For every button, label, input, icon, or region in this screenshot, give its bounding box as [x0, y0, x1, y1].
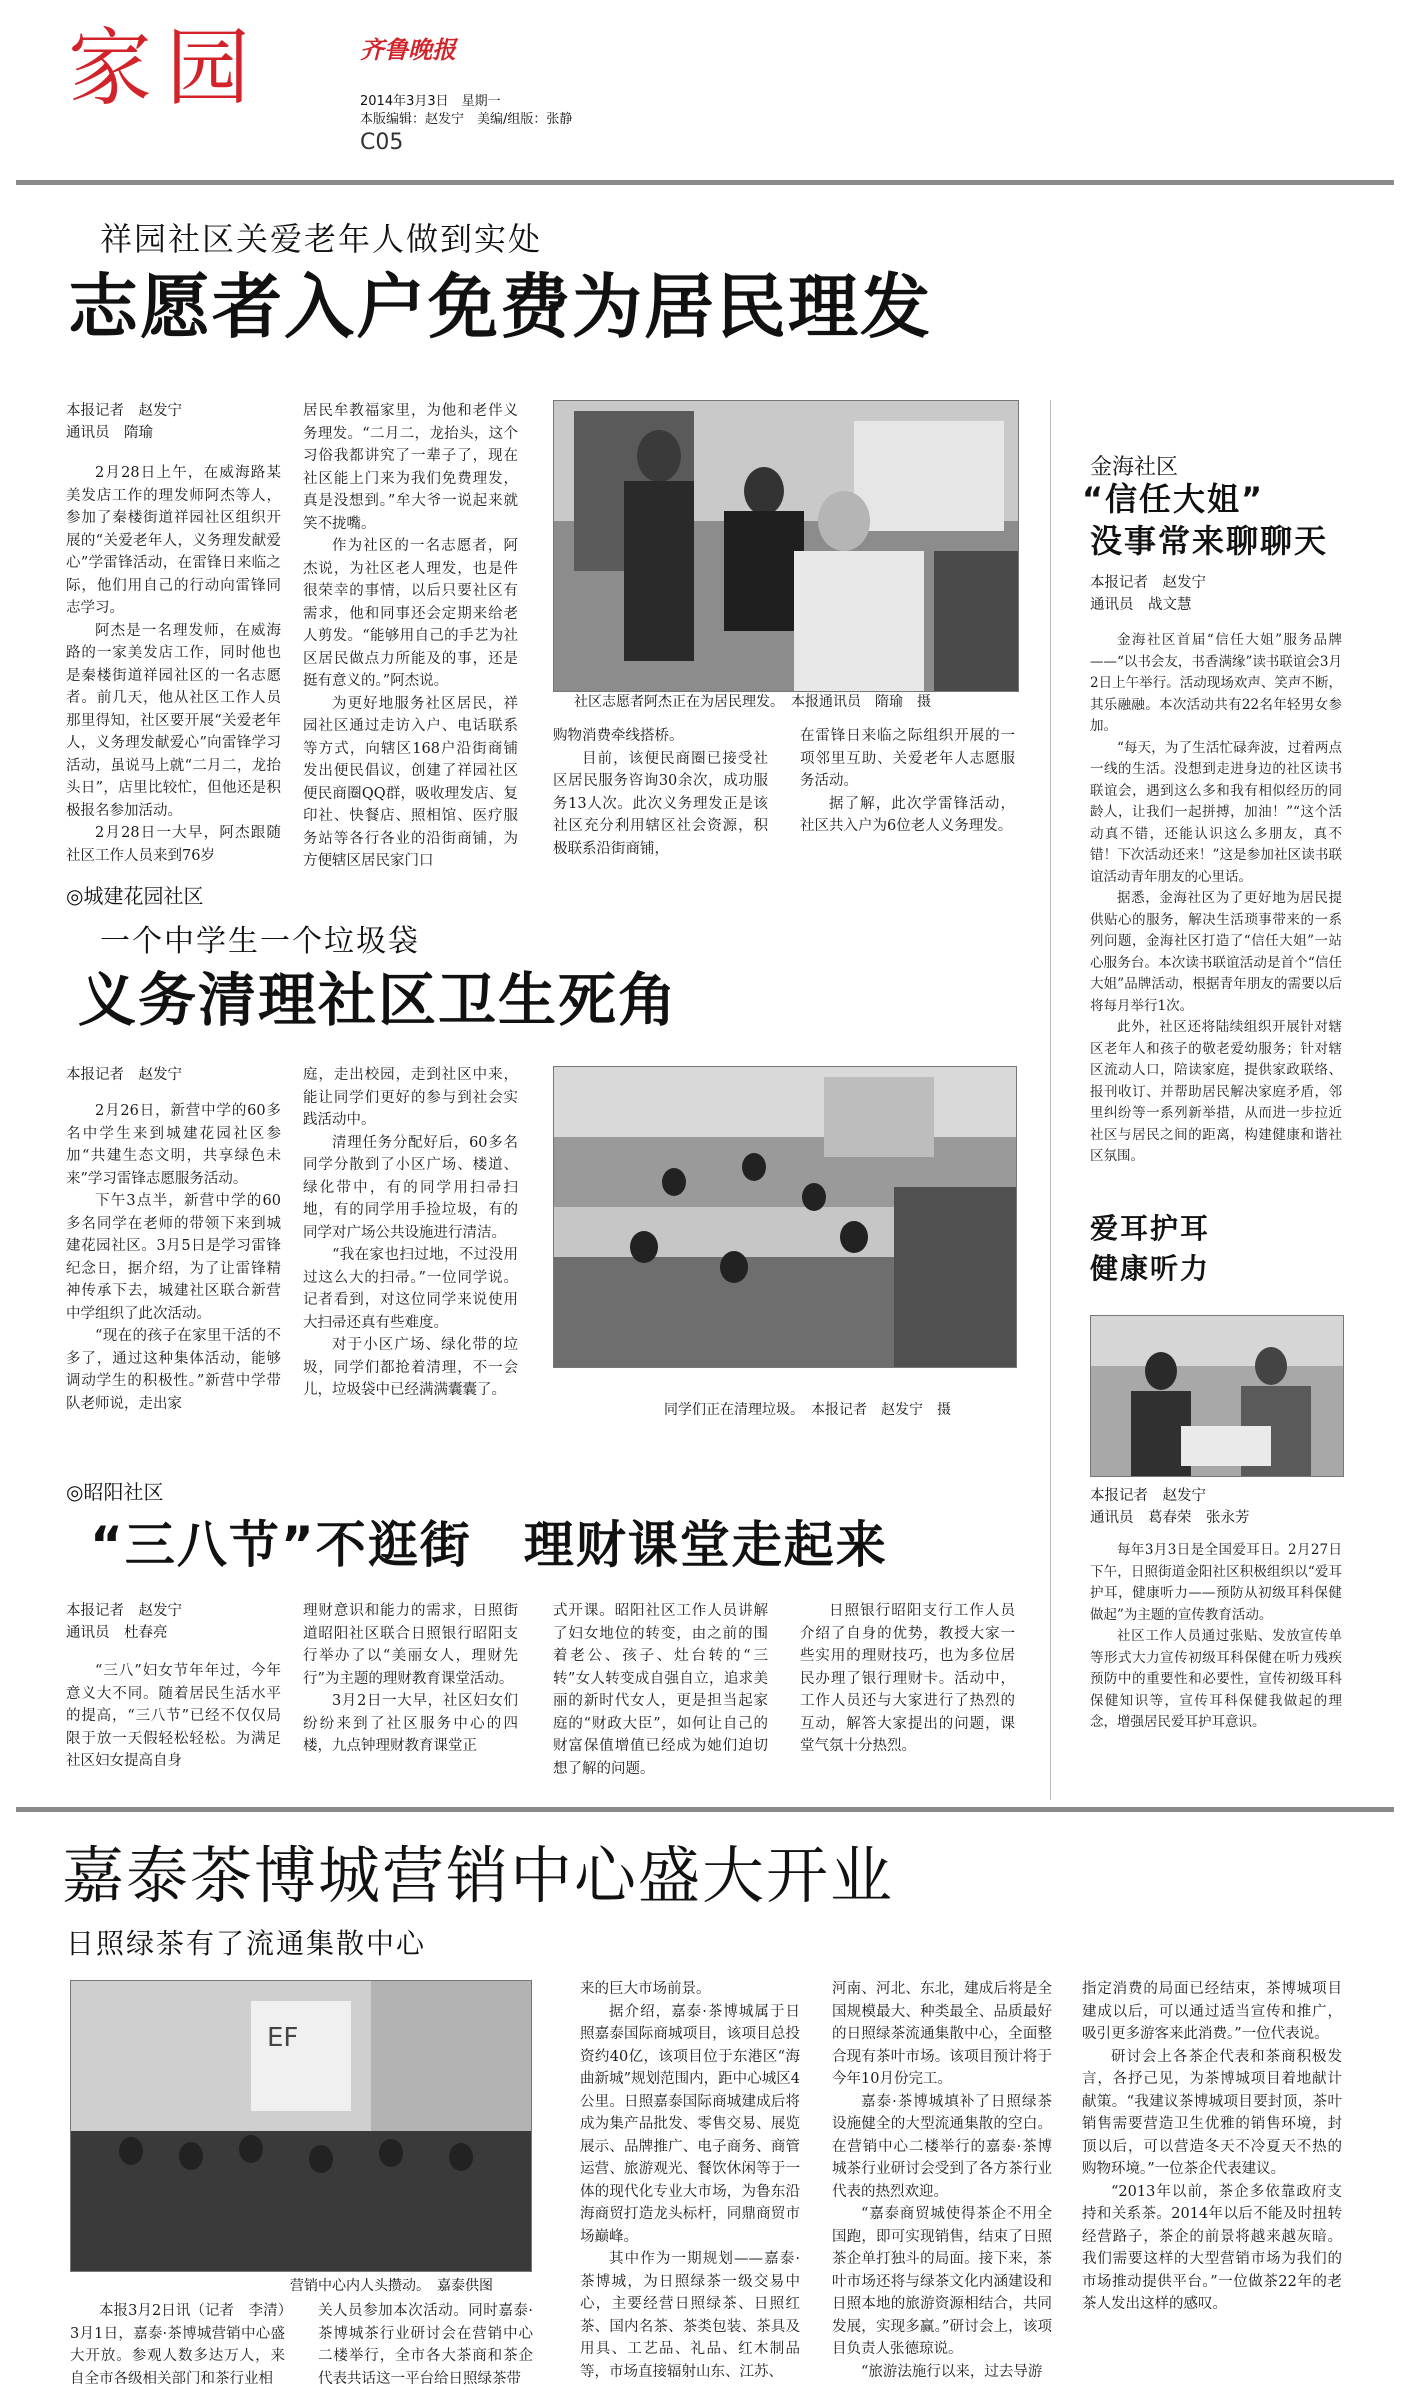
byline-reporter: 本报记者 赵发宁 [66, 1067, 182, 1083]
story2-photo [553, 1066, 1017, 1368]
story4-caption: 营销中心内人头攒动。 嘉泰供图 [290, 2278, 493, 2294]
paragraph: “三八”妇女节年年过，今年意义大不同。随着居民生活水平的提高，“三八节”已经不仅仅局限于放一天假轻松轻松。为满足社区妇女提高自身 [66, 1663, 281, 1769]
byline-correspondent: 通讯员 杜春亮 [66, 1625, 168, 1641]
story3-col4 [800, 1600, 1015, 1792]
story1-col3 [553, 725, 768, 860]
paragraph: 研讨会上各茶企代表和茶商积极发言，各抒己见，为茶博城项目着地献计献策。“我建议茶博城项目要封顶，茶叶销售需要营造卫生优雅的销售环境，封顶以后，可以营造冬天不冷夏天不热的购物环境。”一位茶企代表建议。 [1082, 2048, 1342, 2177]
byline-correspondent: 通讯员 战文慧 [1090, 597, 1192, 613]
story3-col1 [66, 1660, 281, 1792]
paragraph: 来的巨大市场前景。 [580, 1981, 711, 1997]
paragraph: “我在家也扫过地，不过没用过这么大的扫帚。”一位同学说。记者看到，对这位同学来说使用大扫帚还真有些难度。 [303, 1247, 518, 1331]
paragraph: 金海社区首届“信任大姐”服务品牌——“以书会友，书香满缘”读书联谊会3月2日上午举行。活动现场欢声、笑声不断，其乐融融。本次活动共有22名年轻男女参加。 [1090, 632, 1342, 734]
story1-photo [553, 400, 1019, 692]
editors-line: 本版编辑：赵发宁 美编/组版：张静 [360, 112, 573, 127]
story4-col2 [318, 2300, 533, 2387]
story3-headline: “三八节”不逛街 理财课堂走起来 [90, 1516, 888, 1574]
story4-headline: 嘉泰茶博城营销中心盛大开业 [62, 1839, 895, 1912]
story1-col4 [800, 725, 1015, 838]
paragraph: 其中作为一期规划——嘉泰·茶博城，为日照绿茶一级交易中心，主要经营日照绿茶、日照红茶、国内名茶、茶类包装、茶具及用具、工艺品、礼品、红木制品等，市场直接辐射山东、江苏、 [580, 2251, 800, 2380]
story3-col2 [303, 1600, 518, 1792]
story4-photo [70, 1980, 532, 2272]
sidebar2-photo [1090, 1315, 1344, 1477]
story1-col2 [303, 400, 518, 869]
story2-col2 [303, 1064, 518, 1438]
story2-headline: 义务清理社区卫生死角 [78, 966, 679, 1034]
story1-headline: 志愿者入户免费为居民理发 [68, 266, 932, 348]
sidebar1-tag: 金海社区 [1090, 455, 1179, 480]
byline-correspondent: 通讯员 葛春荣 张永芳 [1090, 1510, 1250, 1526]
paper-name: 齐鲁晚报 [360, 35, 456, 64]
paragraph: 本报3月2日讯（记者 李清）3月1日，嘉泰·茶博城营销中心盛大开放。参观人数多达万人，来自全市各级相关部门和茶行业相 [70, 2303, 285, 2387]
story4-col4 [832, 1978, 1052, 2380]
sales-center-scene-image [71, 1981, 531, 2271]
paragraph: 庭，走出校园，走到社区中来，能让同学们更好的参与到社会实践活动中。 [303, 1067, 518, 1128]
story1-caption: 社区志愿者阿杰正在为居民理发。 本报通讯员 隋瑜 摄 [574, 694, 931, 710]
story2-byline [66, 1064, 266, 1086]
paragraph: “2013年以前，茶企多依靠政府支持和关系茶。2014年以后不能及时扭转经营路子，茶企的前景将越来越灰暗。我们需要这样的大型营销市场为我们的市场推动提供平台。”一位做茶22年的老茶人发出这样的感叹。 [1082, 2183, 1342, 2312]
date-line: 2014年3月3日 星期一 [360, 94, 501, 109]
story4-col1 [70, 2300, 285, 2387]
story4-subhead: 日照绿茶有了流通集散中心 [66, 1927, 427, 1960]
paragraph: 此外，社区还将陆续组织开展针对辖区老年人和孩子的敬老爱幼服务；针对辖区流动人口，陪读家庭，提供家政联络、报刊收订、并帮助居民解决家庭矛盾，邻里纠纷等一系列新举措，从而进一步拉近社区与居民之间的距离，构建健康和谐社区氛围。 [1090, 1019, 1342, 1164]
paragraph: 作为社区的一名志愿者，阿杰说，为社区老人理发，也是件很荣幸的事情，以后只要社区有需求，他和同事还会定期来给老人剪发。“能够用自己的手艺为社区居民做点力所能及的事，还是挺有意义的。”阿杰说。 [303, 538, 518, 689]
story2-kicker: 一个中学生一个垃圾袋 [100, 924, 420, 959]
paragraph: 2月28日上午，在威海路某美发店工作的理发师阿杰等人，参加了秦楼街道祥园社区组织开展的“关爱老年人，义务理发献爱心”学雷锋活动，在雷锋日来临之际，他们用自己的行动向雷锋同志学习。 [66, 465, 281, 616]
story2-col1 [66, 1100, 281, 1440]
paragraph: 指定消费的局面已经结束，茶博城项目建成以后，可以通过适当宣传和推广，吸引更多游客来此消费。”一位代表说。 [1082, 1981, 1342, 2042]
cleanup-scene-image [554, 1067, 1016, 1367]
paragraph: “旅游法施行以来，过去导游 [861, 2363, 1043, 2380]
paragraph: 每年3月3日是全国爱耳日。2月27日下午，日照街道金阳社区积极组织以“爱耳护耳，健康听力——预防从初级耳科保健做起”为主题的宣传教育活动。 [1090, 1542, 1342, 1623]
paragraph: 河南、河北、东北，建成后将是全国规模最大、种类最全、品质最好的日照绿茶流通集散中心，全面整合现有茶叶市场。该项目预计将于今年10月份完工。 [832, 1981, 1052, 2087]
paragraph: 为更好地服务社区居民，祥园社区通过走访入户、电话联系等方式，向辖区168户沿街商铺发出便民倡议，创建了祥园社区便民商圈QQ群，吸收理发店、复印社、快餐店、照相馆、医疗服务站等各行各业的沿街商铺，为方便辖区居民家门口 [303, 695, 518, 869]
paragraph: 据悉，金海社区为了更好地为居民提供贴心的服务，解决生活琐事带来的一系列问题，金海社区打造了“信任大姐”一站心服务台。本次读书联谊活动是首个“信任大姐”品牌活动，根据青年朋友的需要以后将每月举行1次。 [1090, 890, 1342, 1014]
paragraph: 3月2日一大早，社区妇女们纷纷来到了社区服务中心的四楼，九点钟理财教育课堂正 [303, 1693, 518, 1754]
byline-reporter: 本报记者 赵发宁 [1090, 1488, 1206, 1504]
story1-col1 [66, 462, 281, 864]
sidebar-divider [1050, 400, 1051, 1800]
story2-caption: 同学们正在清理垃圾。 本报记者 赵发宁 摄 [664, 1402, 951, 1418]
sidebar2-body [1090, 1540, 1342, 1792]
paragraph: 清理任务分配好后，60多名同学分散到了小区广场、楼道、绿化带中，有的同学用扫帚扫地，有的同学用手捡垃圾，有的同学对广场公共设施进行清洁。 [303, 1134, 518, 1241]
barber-scene-image [554, 401, 1018, 691]
byline-correspondent: 通讯员 隋瑜 [66, 425, 153, 441]
paragraph: 2月28日一大早，阿杰跟随社区工作人员来到76岁 [66, 825, 281, 864]
paragraph: 嘉泰·茶博城填补了日照绿茶设施健全的大型流通集散的空白。在营销中心二楼举行的嘉泰·茶博城茶行业研讨会受到了各方茶行业代表的热烈欢迎。 [832, 2093, 1052, 2200]
paragraph: 在雷锋日来临之际组织开展的一项邻里互助、关爱老年人志愿服务活动。 [800, 728, 1015, 789]
byline-reporter: 本报记者 赵发宁 [66, 403, 182, 419]
sidebar1-headline-line1: “信任大姐” [1082, 480, 1265, 518]
story1-kicker: 祥园社区关爱老年人做到实处 [100, 220, 543, 258]
story3-tag: ◎昭阳社区 [66, 1480, 164, 1504]
sidebar2-headline-line1: 爱耳护耳 [1090, 1212, 1211, 1245]
story3-byline [66, 1600, 266, 1644]
masthead-rule [16, 180, 1394, 185]
paragraph: 社区工作人员通过张贴、发放宣传单等形式大力宣传初级耳科保健在听力残疾预防中的重要性和必要性，宣传初级耳科保健知识等，宣传耳科保健我做起的理念，增强居民爱耳护耳意识。 [1090, 1628, 1342, 1730]
ear-care-scene-image [1091, 1316, 1343, 1476]
story4-col5 [1082, 1978, 1342, 2370]
sidebar2-byline [1090, 1485, 1342, 1529]
sidebar1-headline-line2: 没事常来聊聊天 [1090, 522, 1329, 560]
paragraph: 目前，该便民商圈已接受社区居民服务咨询30余次，成功服务13人次。此次义务理发正是该社区充分利用辖区社会资源，积极联系沿街商铺， [553, 750, 768, 857]
sidebar1-byline [1090, 572, 1340, 616]
paragraph: 对于小区广场、绿化带的垃圾，同学们都抢着清理，不一会儿，垃圾袋中已经满满囊囊了。 [303, 1337, 518, 1398]
paragraph: “每天，为了生活忙碌奔波，过着两点一线的生活。没想到走进身边的社区读书联谊会，遇到这么多和我有相似经历的同龄人，让我们一起拼搏，加油！”“这个活动真不错，还能认识这么多朋友，真不错！下次活动还来！”这是参加社区读书联谊活动青年朋友的心里话。 [1090, 739, 1342, 885]
paragraph: 2月26日，新营中学的60多名中学生来到城建花园社区参加“共建生态文明，共享绿色未来”学习雷锋志愿服务活动。 [66, 1103, 281, 1187]
paragraph: 下午3点半，新营中学的60多名同学在老师的带领下来到城建花园社区。3月5日是学习雷锋纪念日，据介绍，为了让雷锋精神传承下去，城建社区联合新营中学组织了此次活动。 [66, 1193, 281, 1322]
story2-tag: ◎城建花园社区 [66, 884, 204, 908]
byline-reporter: 本报记者 赵发宁 [1090, 575, 1206, 591]
paragraph: 据了解，此次学雷锋活动，社区共入户为6位老人义务理发。 [800, 795, 1015, 834]
paragraph: 式开课。昭阳社区工作人员讲解了妇女地位的转变，由之前的围着老公、孩子、灶台转的“三转”女人转变成自强自立，追求美丽的新时代女人，更是担当起家庭的“财政大臣”，如何让自己的财富保值增值已经成为她们迫切想了解的问题。 [553, 1603, 768, 1777]
sidebar1-body [1090, 630, 1342, 1185]
paragraph: 阿杰是一名理发师，在威海路的一家美发店工作，同时他也是秦楼街道祥园社区的一名志愿者。前几天，他从社区工作人员那里得知，社区要开展“关爱老年人，义务理发献爱心”向雷锋学习活动，虽说马上就“二月二，龙抬头日”，店里比较忙，但他还是积极报名参加活动。 [66, 622, 281, 819]
story4-rule [16, 1807, 1394, 1812]
section-title: 家园 [68, 19, 265, 117]
paragraph: 关人员参加本次活动。同时嘉泰·茶博城茶行业研讨会在营销中心二楼举行，全市各大茶商和茶企代表共话这一平台给日照绿茶带 [318, 2303, 533, 2387]
sidebar2-headline-line2: 健康听力 [1090, 1252, 1211, 1285]
paragraph: 日照银行昭阳支行工作人员介绍了自身的优势，教授大家一些实用的理财技巧，也为多位居民办理了银行理财卡。活动中，工作人员还与大家进行了热烈的互动，解答大家提出的问题，课堂气氛十分热烈。 [800, 1603, 1015, 1754]
story3-col3 [553, 1600, 768, 1792]
paragraph: 理财意识和能力的需求，日照街道昭阳社区联合日照银行昭阳支行举办了以“美丽女人，理财先行”为主题的理财教育课堂活动。 [303, 1603, 518, 1687]
paragraph: 购物消费牵线搭桥。 [553, 728, 684, 744]
paragraph: “嘉泰商贸城使得茶企不用全国跑，即可实现销售，结束了日照茶企单打独斗的局面。接下来，茶叶市场还将与绿茶文化内涵建设和日照本地的旅游资源相结合，共同发展，实现多赢。”研讨会上，该项目负责人张德琼说。 [832, 2206, 1052, 2357]
photo-sign-text: EF [267, 2023, 299, 2053]
paragraph: “现在的孩子在家里干活的不多了，通过这种集体活动，能够调动学生的积极性。”新营中学带队老师说，走出家 [66, 1328, 281, 1412]
paragraph: 据介绍，嘉泰·茶博城属于日照嘉泰国际商城项目，该项目总投资约40亿，该项目位于东港区“海曲新城”规划范围内，距中心城区4公里。日照嘉泰国际商城建成后将成为集产品批发、零售交易、展览展示、品牌推广、电子商务、商管运营、旅游观光、餐饮休闲等于一体的现代化专业大市场，为鲁东沿海商贸打造龙头标杆，同鼎商贸市场巅峰。 [580, 2003, 800, 2245]
paragraph: 居民牟教福家里，为他和老伴义务理发。“二月二，龙抬头，这个习俗我都讲究了一辈子了，现在社区能上门来为我们免费理发，真是没想到。”牟大爷一说起来就笑不拢嘴。 [303, 403, 518, 532]
story1-byline [66, 400, 266, 444]
page-number: C05 [360, 130, 404, 155]
story4-col3 [580, 1978, 800, 2380]
byline-reporter: 本报记者 赵发宁 [66, 1603, 182, 1619]
